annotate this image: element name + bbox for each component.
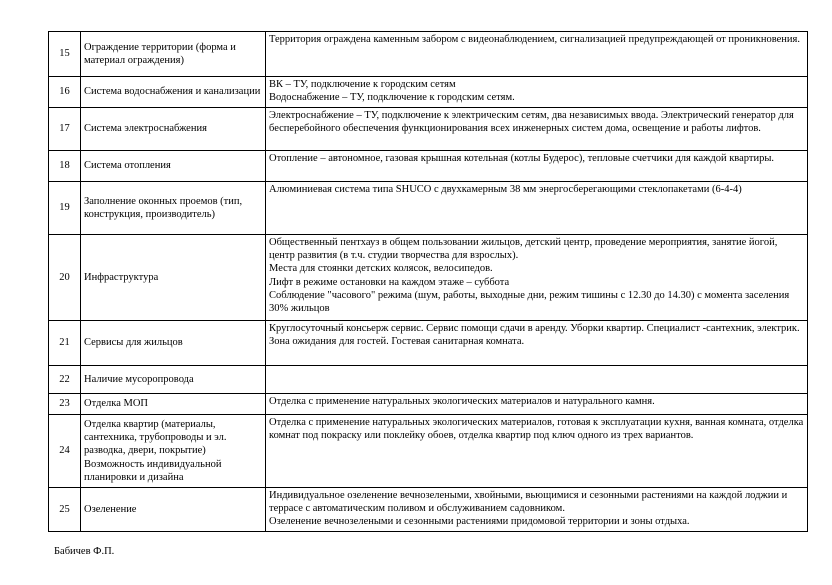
description-line: Озеленение вечнозелеными и сезонными растениями придомовой территории и зоны отдыха. <box>269 516 690 528</box>
description-line: Территория ограждена каменным забором с видеонаблюдением, сигнализацией предупреждающей от проникновения. <box>269 34 800 45</box>
description-line: ВК – ТУ, подключение к городским сетям <box>269 79 456 90</box>
table-row <box>49 235 808 321</box>
table-row <box>49 151 808 182</box>
row-name: Сервисы для жильцов <box>81 321 266 366</box>
author-signature: Бабичев Ф.П. <box>54 546 115 557</box>
description-line: Отопление – автономное, газовая крышная котельная (котлы Будерос), тепловые счетчики для каждой квартиры. <box>269 153 775 164</box>
specs-table <box>48 31 808 532</box>
row-number: 25 <box>49 488 81 532</box>
table-row <box>49 182 808 235</box>
description-line: Водоснабжение – ТУ, подключение к городским сетям. <box>269 92 515 104</box>
row-name: Система электроснабжения <box>81 108 266 151</box>
description-line: Отделка с применение натуральных экологических материалов, готовая к эксплуатации кухня, ванная комната, отделка комнат под покраску или поклейку обоев, отделка квартир под ключ одного из трех вариантов. <box>269 417 804 442</box>
table-row <box>49 394 808 415</box>
row-number: 23 <box>49 394 81 415</box>
row-name: Инфраструктура <box>81 235 266 321</box>
row-name: Система водоснабжения и канализации <box>81 77 266 108</box>
row-name: Ограждение территории (форма и материал ограждения) <box>81 32 266 77</box>
table-row <box>49 488 808 532</box>
row-name: Заполнение оконных проемов (тип, конструкция, производитель) <box>81 182 266 235</box>
row-description <box>266 108 808 151</box>
table-row <box>49 32 808 77</box>
row-number: 17 <box>49 108 81 151</box>
row-name: Отделка квартир (материалы, сантехника, трубопроводы и эл. разводка, двери, покрытие) Возможность индивидуальной планировки и дизайна <box>81 415 266 488</box>
description-line: Лифт в режиме остановки на каждом этаже – суббота <box>269 276 510 288</box>
row-description <box>266 32 808 77</box>
description-line: Электроснабжение – ТУ, подключение к электрическим сетям, два независимых ввода. Электрический генератор для бесперебойного обеспечения функционирования всех инженерных систем дома, освещение и работы лифтов. <box>269 110 794 135</box>
row-number: 20 <box>49 235 81 321</box>
row-description <box>266 488 808 532</box>
row-description <box>266 366 808 394</box>
table-row <box>49 415 808 488</box>
description-line: Зона ожидания для гостей. Гостевая санитарная комната. <box>269 336 525 348</box>
row-description <box>266 182 808 235</box>
description-line: Алюминиевая система типа SHUCO с двухкамерным 38 мм энергосберегающими стеклопакетами (6-4-4) <box>269 184 742 195</box>
row-name: Отделка МОП <box>81 394 266 415</box>
row-name: Система отопления <box>81 151 266 182</box>
description-line: Индивидуальное озеленение вечнозелеными, хвойными, вьющимися и сезонными растениями на каждой лоджии и террасе с автоматическим поливом и обслуживанием садовником. <box>269 490 788 515</box>
row-number: 19 <box>49 182 81 235</box>
table-row <box>49 77 808 108</box>
description-line: Общественный пентхауз в общем пользовании жильцов, детский центр, проведение мероприятия, занятие йогой, центр развития (в т.ч. студии творчества для взрослых). <box>269 237 778 262</box>
row-name: Озеленение <box>81 488 266 532</box>
row-number: 24 <box>49 415 81 488</box>
table-row <box>49 108 808 151</box>
row-description <box>266 415 808 488</box>
row-number: 18 <box>49 151 81 182</box>
row-name: Наличие мусоропровода <box>81 366 266 394</box>
row-description <box>266 321 808 366</box>
row-number: 16 <box>49 77 81 108</box>
row-description <box>266 77 808 108</box>
row-number: 21 <box>49 321 81 366</box>
description-line: Места для стоянки детских колясок, велосипедов. <box>269 263 493 275</box>
description-line: Соблюдение "часового" режима (шум, работы, выходные дни, режим тишины с 12.30 до 14.30) с момента заселения 30% жильцов <box>269 289 790 315</box>
row-number: 15 <box>49 32 81 77</box>
row-number: 22 <box>49 366 81 394</box>
description-line: Круглосуточный консьерж сервис. Сервис помощи сдачи в аренду. Уборки квартир. Специалист -сантехник, электрик. <box>269 323 800 334</box>
description-line: Отделка с применение натуральных экологических материалов и натурального камня. <box>269 396 655 407</box>
row-description <box>266 394 808 415</box>
table-row <box>49 366 808 394</box>
row-description <box>266 235 808 321</box>
row-description <box>266 151 808 182</box>
table-row <box>49 321 808 366</box>
